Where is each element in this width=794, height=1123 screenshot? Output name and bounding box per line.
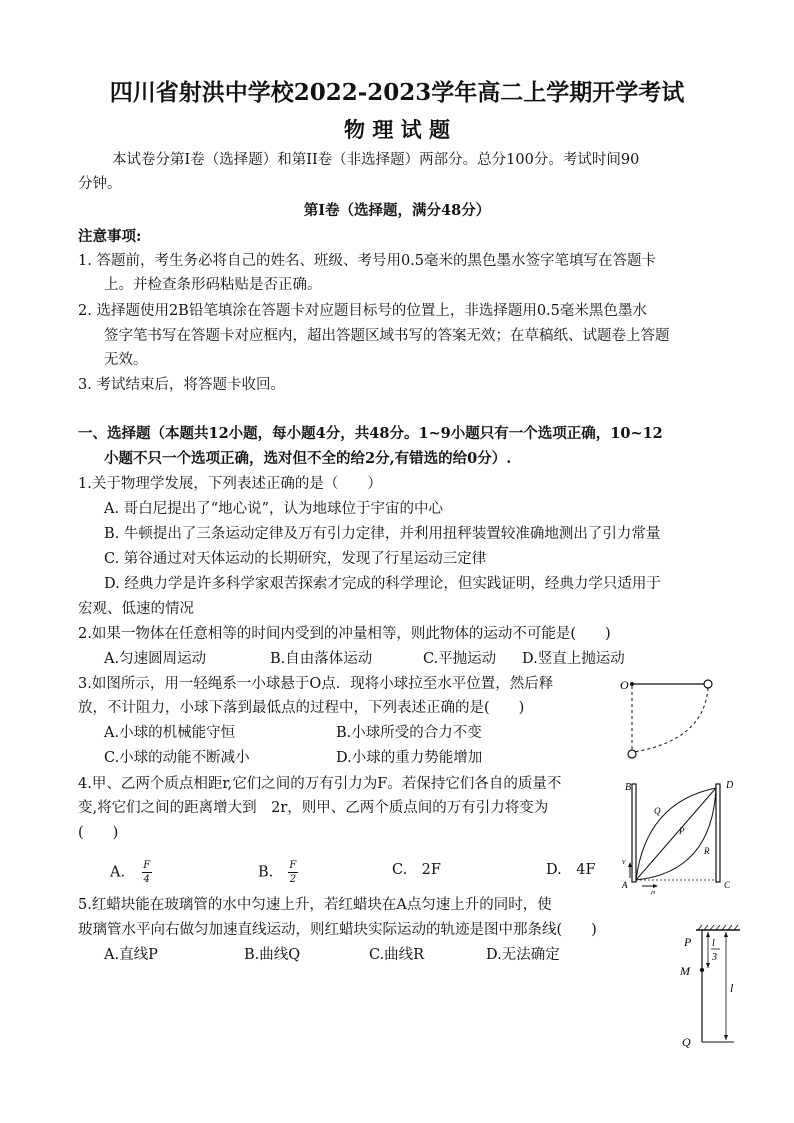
q5-stem-line-2: 玻璃管水平向右做匀加速直线运动，则红蜡块实际运动的轨迹是图中那条线( ) xyxy=(78,922,597,938)
rope-figure xyxy=(672,922,744,1050)
section-1-heading: 第Ⅰ卷（选择题，满分48分） xyxy=(303,202,491,219)
label-r: R xyxy=(704,846,710,856)
fraction-numerator: F xyxy=(143,860,151,871)
q5-option-a: A.直线P xyxy=(104,947,158,963)
label-p: P xyxy=(684,935,692,949)
fraction-numerator: F xyxy=(289,860,297,871)
q5-option-c: C.曲线R xyxy=(369,947,425,963)
q4-option-b-label: B. xyxy=(258,864,274,881)
note-3: 3. 考试结束后，将答题卡收回。 xyxy=(78,377,285,393)
note-2-line-3: 无效。 xyxy=(104,352,148,368)
intro-line-1: 本试卷分第Ⅰ卷（选择题）和第II卷（非选择题）两部分。总分100分。考试时间90 xyxy=(112,152,640,168)
fraction-denominator: 2 xyxy=(289,874,297,885)
label-q: Q xyxy=(654,806,661,816)
q3-option-d: D.小球的重力势能增加 xyxy=(336,750,483,766)
tube-trajectory-figure xyxy=(616,776,746,894)
q4-option-d: D. 4F xyxy=(546,862,596,878)
q5-option-b: B.曲线Q xyxy=(244,947,301,963)
q3-option-c: C.小球的动能不断减小 xyxy=(104,750,250,766)
q4-option-a-fraction xyxy=(142,860,152,885)
fraction-denominator: 4 xyxy=(143,874,150,885)
part-1-heading-line-2: 小题不只一个选项正确，选对但不全的给2分,有错选的给0分）. xyxy=(104,450,512,467)
q2-option-d: D.竖直上抛运动 xyxy=(522,651,625,667)
q5-stem-line-1: 5.红蜡块能在玻璃管的水中匀速上升，若红蜡块在A点匀速上升的同时，使 xyxy=(78,897,552,913)
q2-stem: 2.如果一物体在任意相等的时间内受到的冲量相等，则此物体的运动不可能是( ) xyxy=(78,626,611,642)
fraction-numerator: l xyxy=(712,938,715,949)
q4-option-a-label: A. xyxy=(110,864,126,881)
q5-option-d: D.无法确定 xyxy=(486,947,560,963)
label-a-point: A xyxy=(622,880,628,890)
label-q: Q xyxy=(682,1035,691,1049)
q2-option-b: B.自由落体运动 xyxy=(270,651,373,667)
label-acceleration: a xyxy=(651,888,655,894)
q4-option-b-fraction xyxy=(288,860,298,885)
fraction-denominator: 3 xyxy=(712,952,717,963)
q4-stem-line-3: ( ) xyxy=(78,825,119,841)
q4-stem-line-2: 变,将它们之间的距离增大到 2r，则甲、乙两个质点间的万有引力将变为 xyxy=(78,800,549,816)
q3-option-b: B.小球所受的合力不变 xyxy=(336,725,482,741)
label-length: l xyxy=(730,981,734,995)
q2-option-a: A.匀速圆周运动 xyxy=(104,651,207,667)
intro-line-2: 分钟。 xyxy=(78,176,122,192)
exam-title: 四川省射洪中学校2022-2023学年高二上学期开学考试 xyxy=(109,79,685,106)
pendulum-figure xyxy=(618,672,718,768)
note-1-line-1: 1. 答题前，考生务必将自己的姓名、班级、考号用0.5毫米的黑色墨水签字笔填写在答题卡 xyxy=(78,253,656,269)
q1-option-c: C. 第谷通过对天体运动的长期研究，发现了行星运动三定律 xyxy=(104,551,487,567)
q3-stem-line-1: 3.如图所示，用一轻绳系一小球悬于O点．现将小球拉至水平位置，然后释 xyxy=(78,676,554,692)
q4-stem-line-1: 4.甲、乙两个质点相距r,它们之间的万有引力为F。若保持它们各自的质量不 xyxy=(78,776,562,792)
point-o-label: O xyxy=(620,678,629,692)
label-b: B xyxy=(625,782,632,793)
q4-option-a xyxy=(110,860,152,885)
q4-option-b xyxy=(258,860,298,885)
q1-option-d-line-1: D. 经典力学是许多科学家艰苦探索才完成的科学理论，但实践证明，经典力学只适用于 xyxy=(104,576,661,592)
q1-option-b: B. 牛顿提出了三条运动定律及万有引力定律，并利用扭秤装置较准确地测出了引力常量 xyxy=(104,526,661,542)
label-p: P xyxy=(679,826,685,836)
note-2-line-1: 2. 选择题使用2B铅笔填涂在答题卡对应题目标号的位置上，非选择题用0.5毫米黑色墨水 xyxy=(78,303,647,319)
q3-stem-line-2: 放，不计阻力，小球下落到最低点的过程中，下列表述正确的是( ) xyxy=(78,700,525,716)
label-v: v xyxy=(622,857,626,866)
q4-option-c: C. 2F xyxy=(392,862,441,878)
label-d: D xyxy=(726,780,734,791)
q3-option-a: A.小球的机械能守恒 xyxy=(104,725,236,741)
notes-heading: 注意事项: xyxy=(78,228,142,245)
q1-option-a: A. 哥白尼提出了“地心说”，认为地球位于宇宙的中心 xyxy=(104,501,444,517)
label-m: M xyxy=(680,964,690,978)
label-c: C xyxy=(724,880,731,890)
note-1-line-2: 上。并检查条形码粘贴是否正确。 xyxy=(104,277,322,293)
part-1-heading-line-1: 一、选择题（本题共12小题，每小题4分，共48分。1~9小题只有一个选项正确，10~12 xyxy=(78,425,663,442)
q1-stem: 1.关于物理学发展，下列表述正确的是（ ） xyxy=(78,476,382,492)
q2-option-c: C.平抛运动 xyxy=(423,651,497,667)
q1-option-d-line-2: 宏观、低速的情况 xyxy=(78,601,194,617)
exam-subtitle: 物 理 试 题 xyxy=(344,117,450,142)
note-2-line-2: 签字笔书写在答题卡对应框内，超出答题区域书写的答案无效；在草稿纸、试题卷上答题 xyxy=(104,328,670,344)
